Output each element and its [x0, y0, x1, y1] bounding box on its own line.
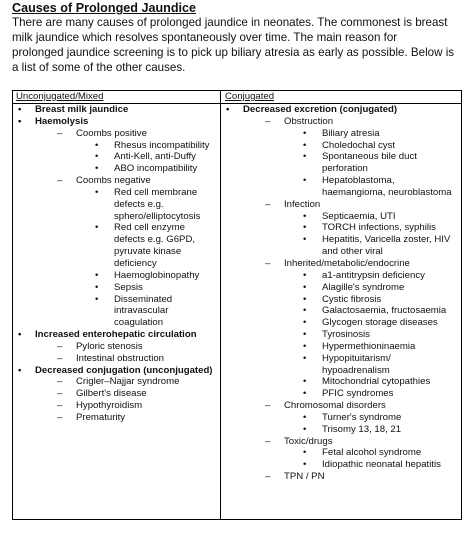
list-item [13, 128, 220, 140]
list-item [221, 459, 461, 471]
list-item [221, 376, 461, 388]
list-item [221, 246, 461, 258]
list-item [13, 234, 220, 246]
list-item [221, 365, 461, 377]
list-item-text: Hypopituitarism/ [322, 352, 391, 364]
bullet-icon: • [303, 423, 307, 435]
list-item [221, 447, 461, 459]
list-item [13, 341, 220, 353]
list-item [221, 151, 461, 163]
list-item-text: Intestinal obstruction [76, 352, 164, 364]
list-item-text: defects e.g. [114, 198, 164, 210]
dash-icon: – [265, 257, 271, 269]
bullet-icon: • [303, 293, 307, 305]
dash-icon: – [57, 352, 63, 364]
list-item [13, 175, 220, 187]
list-item [13, 294, 220, 306]
unconjugated-column-header: Unconjugated/Mixed [16, 91, 104, 102]
list-item-text: Turner's syndrome [322, 411, 402, 423]
list-item-text: Cystic fibrosis [322, 293, 382, 305]
list-item [13, 163, 220, 175]
bullet-icon: • [303, 329, 307, 341]
bullet-icon: • [95, 139, 99, 151]
intro-line: a list of some of the other causes. [12, 61, 186, 74]
list-item [13, 151, 220, 163]
list-item [221, 353, 461, 365]
dash-icon: – [57, 411, 63, 423]
bullet-icon: • [18, 364, 22, 376]
bullet-icon: • [95, 186, 99, 198]
list-item [13, 388, 220, 400]
bullet-icon: • [303, 305, 307, 317]
list-item-text: Decreased conjugation (unconjugated) [35, 364, 213, 376]
bullet-icon: • [303, 139, 307, 151]
bullet-icon: • [303, 340, 307, 352]
list-item [13, 353, 220, 365]
bullet-icon: • [303, 459, 307, 471]
list-item [13, 104, 220, 116]
list-item [13, 187, 220, 199]
list-item [13, 305, 220, 317]
dash-icon: – [57, 400, 63, 412]
list-item [221, 329, 461, 341]
bullet-icon: • [95, 222, 99, 234]
list-item [221, 140, 461, 152]
list-item [221, 211, 461, 223]
list-item [13, 270, 220, 282]
list-item-text: Inherited/metabolic/endocrine [284, 257, 410, 269]
list-item-text: Coombs negative [76, 175, 151, 187]
list-item-text: sphero/elliptocytosis [114, 210, 201, 222]
list-item-text: Gilbert's disease [76, 388, 147, 400]
bullet-icon: • [95, 269, 99, 281]
list-item-text: Sepsis [114, 281, 143, 293]
list-item [13, 282, 220, 294]
list-item [221, 436, 461, 448]
list-item [221, 128, 461, 140]
bullet-icon: • [303, 352, 307, 364]
list-item-text: Coombs positive [76, 127, 147, 139]
list-item [221, 317, 461, 329]
list-item-text: TPN / PN [284, 471, 325, 483]
bullet-icon: • [303, 151, 307, 163]
list-item [221, 400, 461, 412]
list-item-text: Fetal alcohol syndrome [322, 447, 422, 459]
list-item-text: TORCH infections, syphilis [322, 222, 436, 234]
list-item-text: Haemoglobinopathy [114, 269, 200, 281]
list-item-text: Decreased excretion (conjugated) [243, 104, 398, 115]
list-item [221, 187, 461, 199]
list-item-text: Chromosomal disorders [284, 400, 386, 412]
list-item-text: ABO incompatibility [114, 163, 198, 175]
list-item [221, 412, 461, 424]
dash-icon: – [57, 175, 63, 187]
intro-paragraph [12, 15, 462, 75]
bullet-icon: • [303, 175, 307, 187]
list-item-text: Haemolysis [35, 115, 89, 127]
list-item-text: perforation [322, 163, 368, 175]
bullet-icon: • [303, 234, 307, 246]
dash-icon: – [57, 376, 63, 388]
list-item-text: Red cell enzyme [114, 222, 185, 234]
bullet-icon: • [18, 115, 22, 127]
list-item-text: Hepatoblastoma, [322, 175, 395, 187]
list-item-text: deficiency [114, 257, 157, 269]
list-item-text: Obstruction [284, 115, 334, 127]
list-item-text: Alagille's syndrome [322, 281, 405, 293]
list-item-text: haemangioma, neuroblastoma [322, 186, 452, 198]
list-item-text: Biliary atresia [322, 127, 380, 139]
causes-table [12, 90, 462, 520]
list-item-text: Prematurity [76, 411, 126, 423]
list-item [13, 199, 220, 211]
list-item-text: Idiopathic neonatal hepatitis [322, 459, 441, 471]
bullet-icon: • [226, 104, 230, 115]
bullet-icon: • [95, 151, 99, 163]
list-item [13, 258, 220, 270]
list-item [221, 388, 461, 400]
list-item [221, 471, 461, 483]
bullet-icon: • [303, 281, 307, 293]
dash-icon: – [57, 388, 63, 400]
list-item [221, 163, 461, 175]
conjugated-causes-list [221, 104, 461, 483]
dash-icon: – [57, 340, 63, 352]
list-item [221, 424, 461, 436]
bullet-icon: • [95, 293, 99, 305]
dash-icon: – [57, 127, 63, 139]
bullet-icon: • [303, 388, 307, 400]
conjugated-column-header: Conjugated [225, 91, 275, 102]
list-item-text: intravascular [114, 305, 169, 317]
list-item-text: Crigler–Najjar syndrome [76, 376, 180, 388]
list-item-text: a1-antitrypsin deficiency [322, 269, 425, 281]
list-item-text: Hypermethioninaemia [322, 340, 416, 352]
list-item [13, 376, 220, 388]
list-item [221, 341, 461, 353]
bullet-icon: • [303, 376, 307, 388]
list-item-text: PFIC syndromes [322, 388, 394, 400]
list-item-text: defects e.g. G6PD, [114, 234, 196, 246]
list-item [221, 199, 461, 211]
list-item-text: Breast milk jaundice [35, 104, 129, 115]
list-item-text: Septicaemia, UTI [322, 210, 396, 222]
list-item [13, 246, 220, 258]
list-item [221, 175, 461, 187]
list-item [221, 294, 461, 306]
list-item-text: Galactosaemia, fructosaemia [322, 305, 447, 317]
dash-icon: – [265, 198, 271, 210]
list-item-text: Increased enterohepatic circulation [35, 329, 197, 341]
bullet-icon: • [303, 127, 307, 139]
bullet-icon: • [303, 210, 307, 222]
list-item [13, 317, 220, 329]
dash-icon: – [265, 435, 271, 447]
list-item [13, 116, 220, 128]
list-item-text: Mitochondrial cytopathies [322, 376, 431, 388]
list-item [221, 234, 461, 246]
dash-icon: – [265, 400, 271, 412]
list-item-text: hypoadrenalism [322, 364, 390, 376]
list-item-text: Pyloric stenosis [76, 340, 143, 352]
list-item-text: Hypothyroidism [76, 400, 143, 412]
bullet-icon: • [303, 411, 307, 423]
dash-icon: – [265, 115, 271, 127]
list-item-text: Infection [284, 198, 321, 210]
list-item [221, 222, 461, 234]
list-item [221, 258, 461, 270]
list-item-text: Anti-Kell, anti-Duffy [114, 151, 196, 163]
list-item-text: coagulation [114, 317, 164, 329]
list-item-text: Trisomy 13, 18, 21 [322, 423, 402, 435]
bullet-icon: • [95, 281, 99, 293]
intro-line: milk jaundice which resolves spontaneously over time. The main reason for [12, 31, 398, 44]
list-item-text: Spontaneous bile duct [322, 151, 417, 163]
unconjugated-causes-list [13, 104, 220, 424]
list-item [13, 412, 220, 424]
list-item [13, 329, 220, 341]
bullet-icon: • [18, 104, 22, 115]
list-item [13, 400, 220, 412]
dash-icon: – [265, 471, 271, 483]
list-item-text: and other viral [322, 246, 383, 258]
list-item [221, 270, 461, 282]
list-item [13, 365, 220, 377]
list-item [221, 305, 461, 317]
list-item-text: Glycogen storage diseases [322, 317, 438, 329]
bullet-icon: • [303, 269, 307, 281]
bullet-icon: • [303, 222, 307, 234]
page-title: Causes of Prolonged Jaundice [12, 1, 197, 15]
list-item-text: Red cell membrane [114, 186, 198, 198]
intro-line: prolonged jaundice screening is to pick up biliary atresia as early as possible. Below is [12, 46, 455, 59]
list-item [221, 104, 461, 116]
list-item [13, 140, 220, 152]
list-item [221, 116, 461, 128]
list-item-text: Rhesus incompatibility [114, 139, 210, 151]
list-item [13, 222, 220, 234]
list-item-text: Disseminated [114, 293, 173, 305]
list-item-text: Hepatitis, Varicella zoster, HIV [322, 234, 451, 246]
intro-line: There are many causes of prolonged jaundice in neonates. The commonest is breast [12, 16, 448, 29]
list-item-text: Tyrosinosis [322, 329, 370, 341]
bullet-icon: • [303, 317, 307, 329]
list-item [13, 211, 220, 223]
bullet-icon: • [18, 329, 22, 341]
bullet-icon: • [303, 447, 307, 459]
list-item-text: Toxic/drugs [284, 435, 333, 447]
bullet-icon: • [95, 163, 99, 175]
list-item-text: pyruvate kinase [114, 246, 182, 258]
list-item-text: Choledochal cyst [322, 139, 396, 151]
list-item [221, 282, 461, 294]
